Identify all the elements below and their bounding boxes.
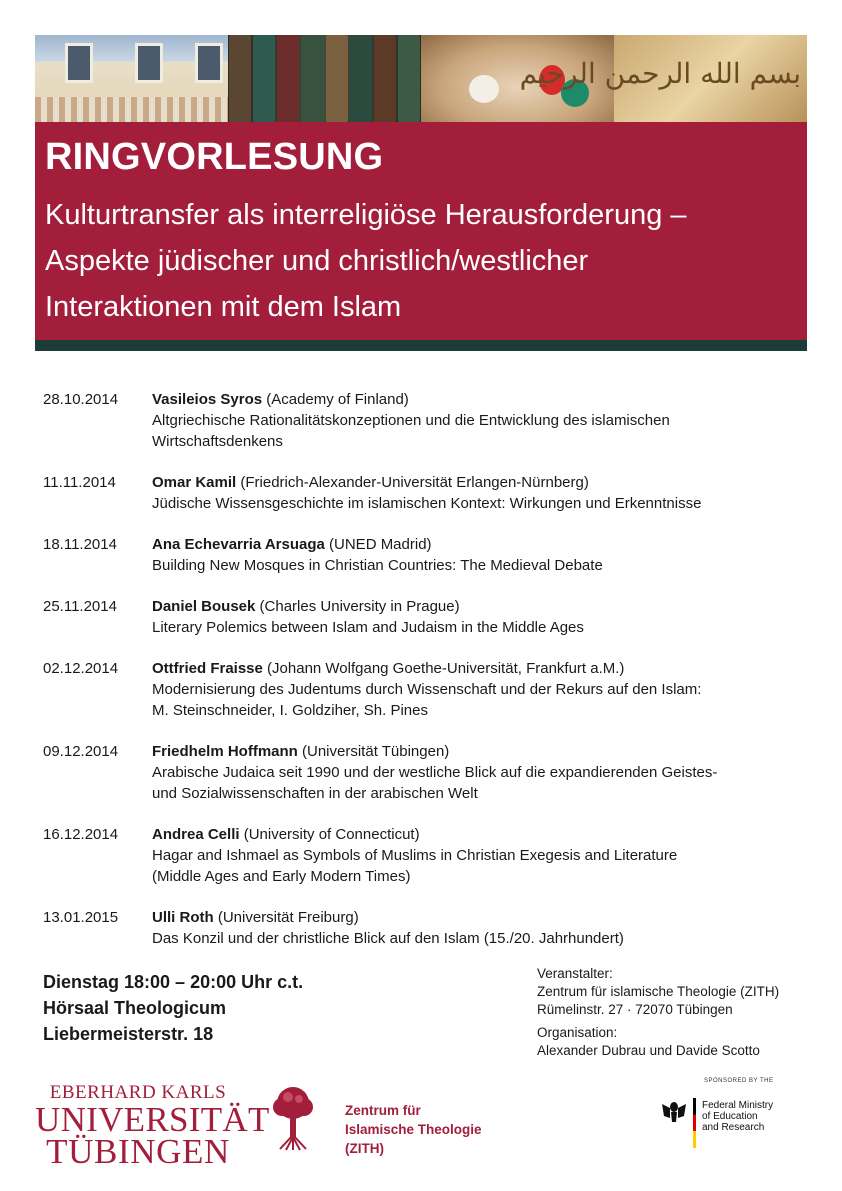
organizer-name: Zentrum für islamische Theologie (ZITH) bbox=[537, 984, 780, 999]
organisation-label: Organisation: bbox=[537, 1025, 618, 1040]
lecture-affiliation: (Academy of Finland) bbox=[262, 391, 409, 408]
page-title: RINGVORLESUNG bbox=[45, 136, 384, 178]
lecture-topic: und Sozialwissenschaften in der arabischen Welt bbox=[152, 785, 478, 802]
zith-line: Islamische Theologie bbox=[345, 1122, 482, 1137]
organisation-names: Alexander Dubrau und Davide Scotto bbox=[537, 1043, 760, 1058]
lecture-item bbox=[43, 534, 813, 576]
venue-info bbox=[43, 969, 303, 1047]
header-photo-strip bbox=[35, 35, 807, 122]
lecture-topic: (Middle Ages and Early Modern Times) bbox=[152, 868, 411, 885]
lecture-topic: Das Konzil und der christliche Blick auf den Islam (15./20. Jahrhundert) bbox=[152, 930, 624, 947]
banner-rule bbox=[35, 340, 807, 351]
lecture-speaker: Friedhelm Hoffmann bbox=[152, 743, 298, 760]
university-tuebingen-logo bbox=[35, 1082, 270, 1171]
uni-logo-line: TÜBINGEN bbox=[46, 1132, 230, 1171]
lecture-affiliation: (Universität Freiburg) bbox=[213, 909, 359, 926]
subtitle-line: Aspekte jüdischer und christlich/westlicher bbox=[45, 245, 589, 277]
zith-logo-text bbox=[345, 1101, 482, 1158]
lecture-affiliation: (University of Connecticut) bbox=[239, 826, 420, 843]
organizer-info bbox=[537, 965, 779, 1060]
uni-logo-line: UNIVERSITÄT bbox=[35, 1100, 270, 1139]
lecture-speaker: Vasileios Syros bbox=[152, 391, 263, 408]
lecture-item bbox=[43, 907, 813, 949]
lecture-affiliation: (Charles University in Prague) bbox=[255, 598, 460, 615]
bmbf-line: of Education bbox=[702, 1111, 758, 1122]
lecture-date: 28.10.2014 bbox=[43, 391, 119, 408]
lecture-topic: Altgriechische Rationalitätskonzeptionen und die Entwicklung des islamischen bbox=[152, 412, 670, 429]
venue-time: Dienstag 18:00 – 20:00 Uhr c.t. bbox=[43, 972, 304, 992]
lecture-topic: Literary Polemics between Islam and Judaism in the Middle Ages bbox=[152, 619, 584, 636]
lecture-topic: Jüdische Wissensgeschichte im islamischen Kontext: Wirkungen und Erkenntnisse bbox=[152, 495, 702, 512]
title-banner bbox=[35, 122, 807, 340]
calligraphy-photo bbox=[519, 35, 807, 122]
lecture-speaker: Ottfried Fraisse bbox=[152, 660, 263, 677]
lecture-date: 09.12.2014 bbox=[43, 743, 119, 760]
bmbf-logo bbox=[660, 1078, 790, 1156]
lecture-item bbox=[43, 824, 813, 887]
lecture-topic: M. Steinschneider, I. Goldziher, Sh. Pines bbox=[152, 702, 428, 719]
lecture-date: 16.12.2014 bbox=[43, 826, 119, 843]
lecture-item bbox=[43, 658, 813, 721]
lecture-speaker: Ana Echevarria Arsuaga bbox=[152, 536, 325, 553]
zith-tree-icon bbox=[272, 1085, 314, 1151]
lecture-topic: Hagar and Ishmael as Symbols of Muslims in Christian Exegesis and Literature bbox=[152, 847, 678, 864]
lecture-speaker: Daniel Bousek bbox=[152, 598, 256, 615]
lecture-item bbox=[43, 741, 813, 804]
lecture-date: 18.11.2014 bbox=[43, 536, 117, 553]
lecture-item bbox=[43, 472, 813, 514]
organizer-label: Veranstalter: bbox=[537, 966, 613, 981]
lecture-item bbox=[43, 389, 813, 452]
lecture-speaker: Andrea Celli bbox=[152, 826, 240, 843]
zith-line: (ZITH) bbox=[345, 1141, 384, 1156]
venue-room: Hörsaal Theologicum bbox=[43, 998, 227, 1018]
bmbf-ministry-name bbox=[702, 1100, 773, 1133]
lecture-item bbox=[43, 596, 813, 638]
lecture-date: 25.11.2014 bbox=[43, 598, 117, 615]
basmala-calligraphy: بسم الله الرحمن الرحيم bbox=[519, 57, 801, 90]
lecture-affiliation: (UNED Madrid) bbox=[324, 536, 432, 553]
lecture-topic: Building New Mosques in Christian Countries: The Medieval Debate bbox=[152, 557, 603, 574]
lecture-affiliation: (Johann Wolfgang Goethe-Universität, Frankfurt a.M.) bbox=[262, 660, 625, 677]
lecture-speaker: Ulli Roth bbox=[152, 909, 214, 926]
lecture-affiliation: (Friedrich-Alexander-Universität Erlangen-Nürnberg) bbox=[236, 474, 589, 491]
lecture-topic: Arabische Judaica seit 1990 und der westliche Blick auf die expandierenden Geistes- bbox=[152, 764, 718, 781]
german-flag-bar bbox=[693, 1098, 696, 1148]
subtitle-line: Interaktionen mit dem Islam bbox=[45, 291, 402, 323]
building-facade-photo bbox=[35, 35, 228, 122]
lecture-date: 02.12.2014 bbox=[43, 660, 119, 677]
lecture-speaker: Omar Kamil bbox=[152, 474, 237, 491]
venue-street: Liebermeisterstr. 18 bbox=[43, 1024, 214, 1044]
subtitle-line: Kulturtransfer als interreligiöse Herausforderung – bbox=[45, 199, 687, 231]
bmbf-line: Federal Ministry bbox=[702, 1100, 774, 1111]
uni-logo-line: EBERHARD KARLS bbox=[49, 1082, 227, 1103]
lecture-date: 13.01.2015 bbox=[43, 909, 119, 926]
lecture-date: 11.11.2014 bbox=[43, 474, 116, 491]
series-subtitle bbox=[45, 192, 805, 330]
organizer-address: Rümelinstr. 27 · 72070 Tübingen bbox=[537, 1002, 733, 1017]
lecture-topic: Wirtschaftsdenkens bbox=[152, 433, 283, 450]
bmbf-line: and Research bbox=[702, 1122, 765, 1133]
lecture-affiliation: (Universität Tübingen) bbox=[297, 743, 450, 760]
lecture-list bbox=[43, 389, 813, 969]
zith-line: Zentrum für bbox=[345, 1103, 421, 1118]
bmbf-sponsor-text: SPONSORED BY THE bbox=[704, 1078, 774, 1084]
lecture-topic: Modernisierung des Judentums durch Wissenschaft und der Rekurs auf den Islam: bbox=[152, 681, 702, 698]
federal-eagle-icon bbox=[660, 1098, 688, 1124]
old-books-photo bbox=[228, 35, 421, 122]
